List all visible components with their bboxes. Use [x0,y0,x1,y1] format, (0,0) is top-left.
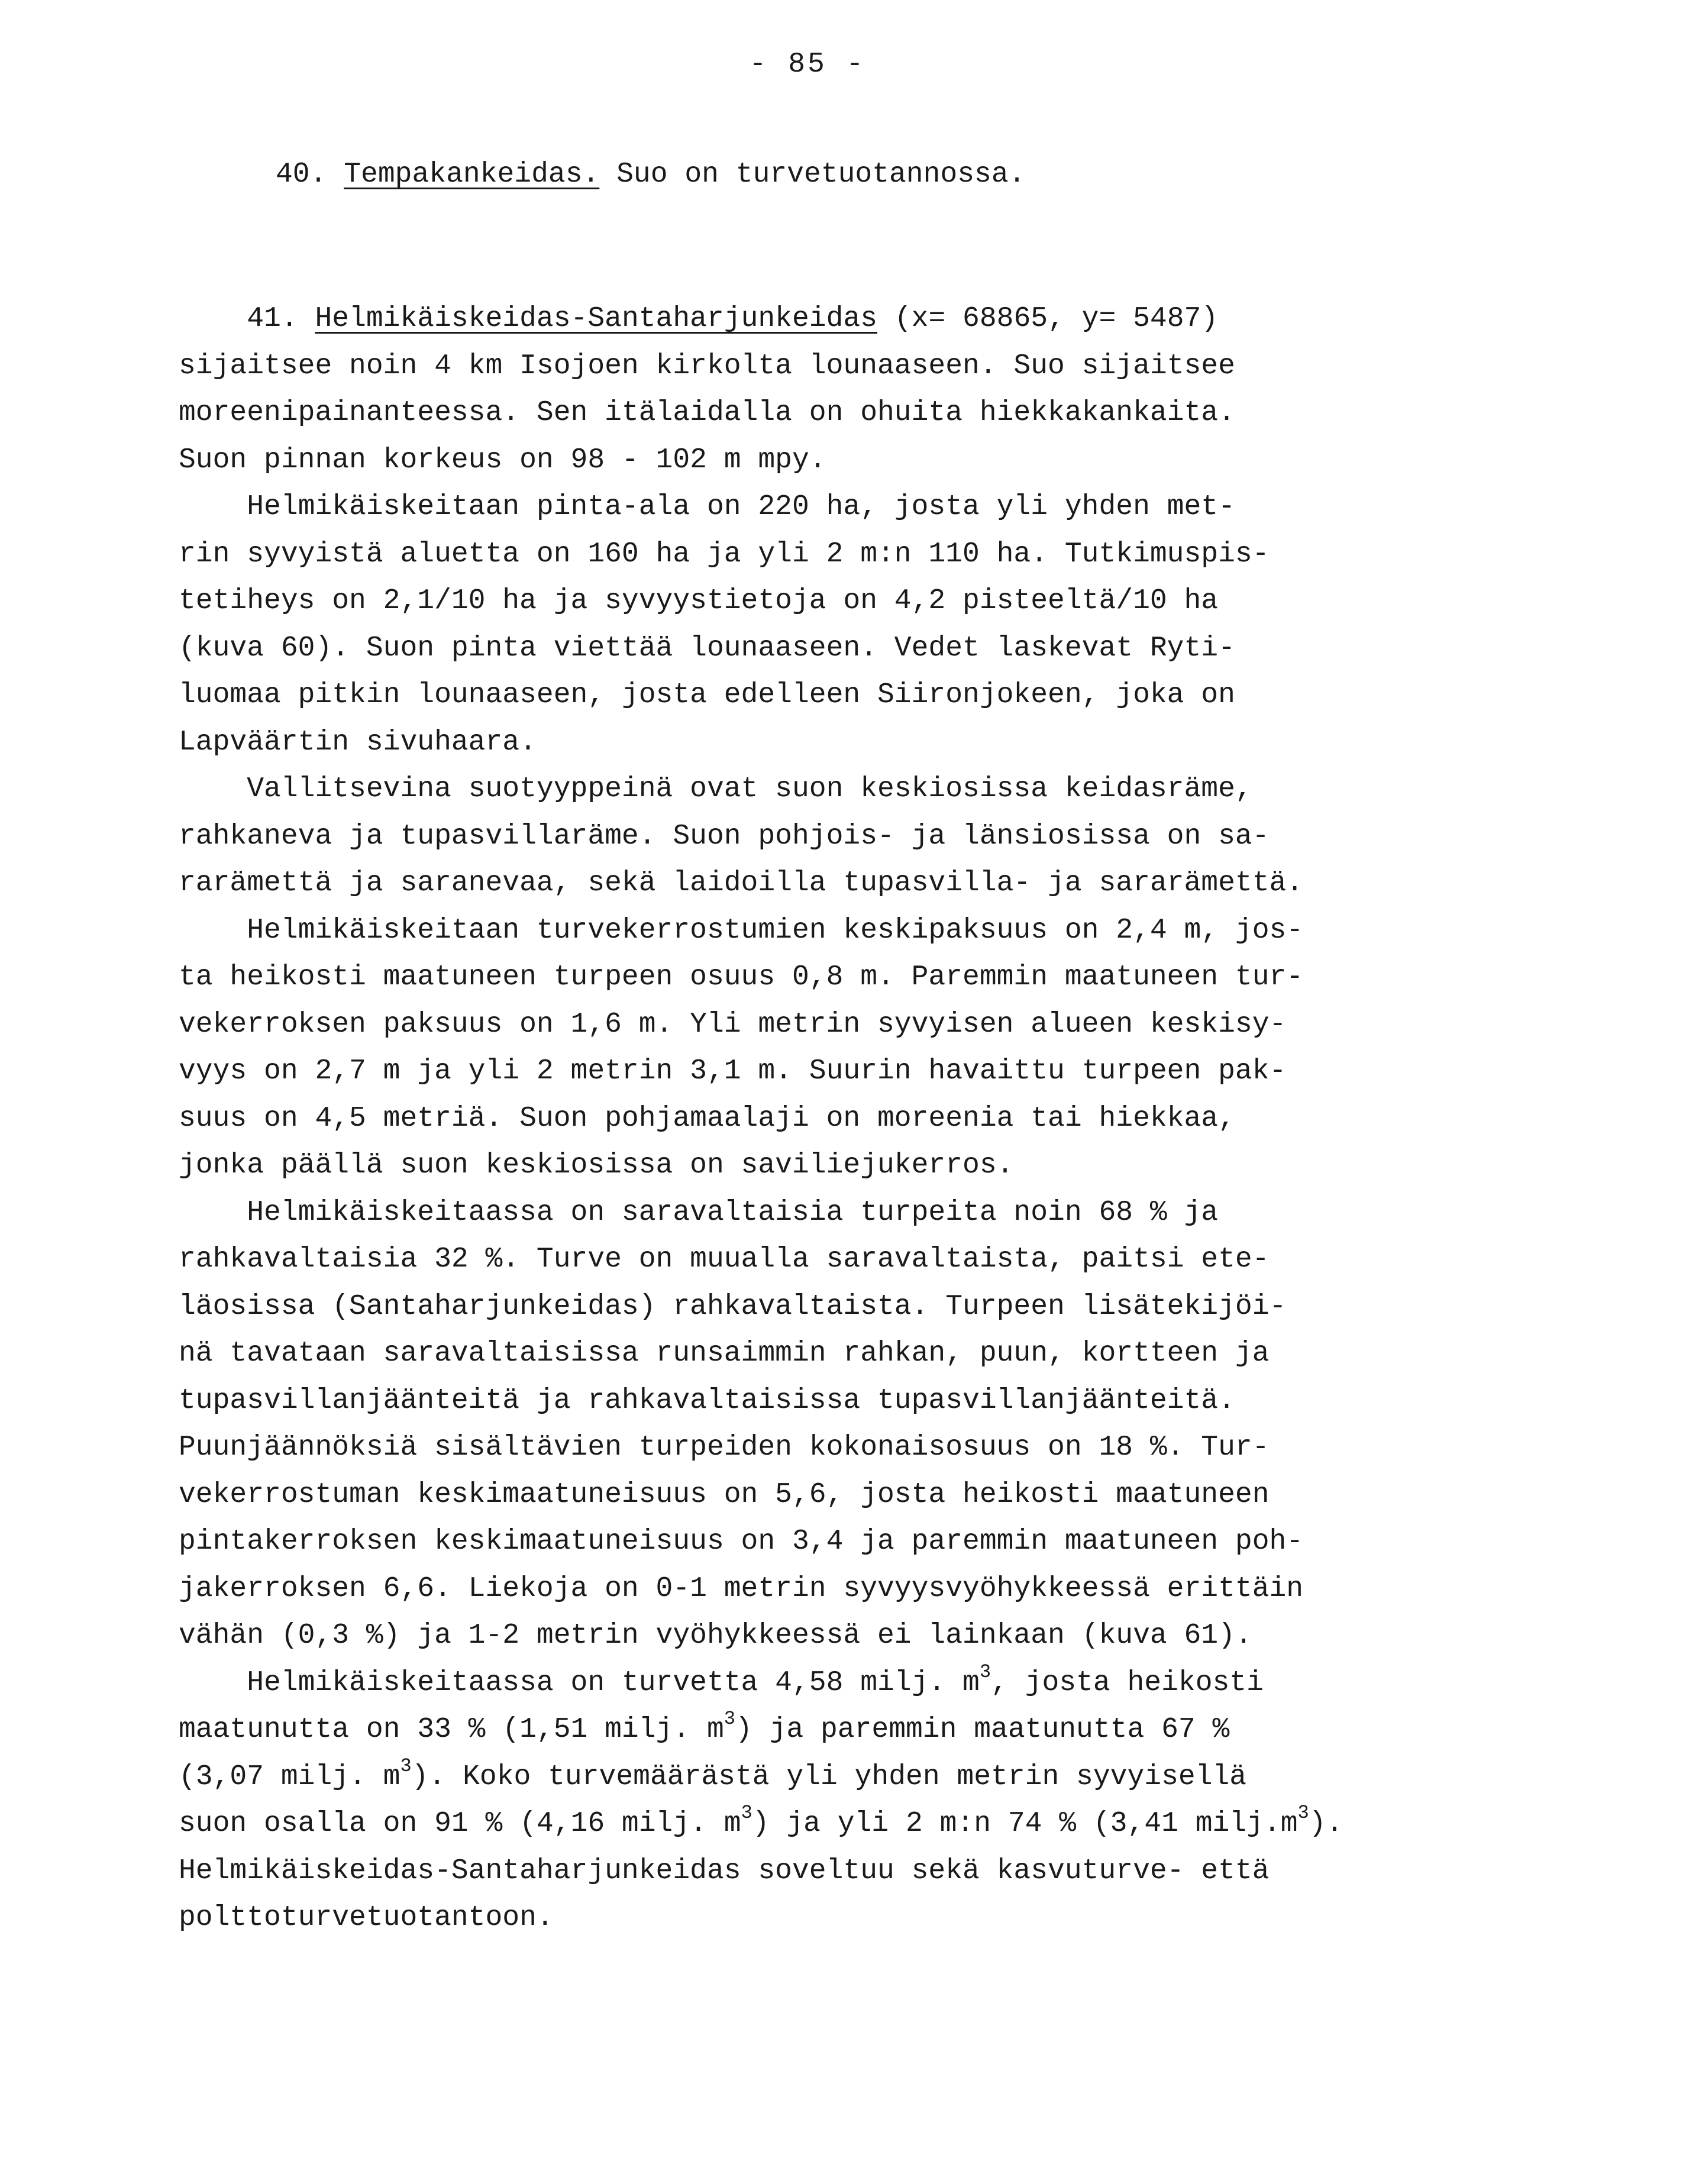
text-line: jakerroksen 6,6. Liekoja on 0-1 metrin syvyysvyöhykkeessä erittäin [179,1572,1304,1605]
volume-text: ) ja paremmin maatunutta 67 % [735,1714,1230,1746]
section-40-number: 40. [276,159,327,190]
text-line: Suon pinnan korkeus on 98 - 102 m mpy. [179,444,826,476]
text-line: luomaa pitkin lounaaseen, josta edelleen Siironjokeen, joka on [179,679,1235,711]
volume-line [179,1754,1343,1801]
section-40-text: Suo on turvetuotannossa. [616,159,1026,190]
section-40-heading [276,159,1025,190]
text-line: Helmikäiskeidas-Santaharjunkeidas soveltuu sekä kasvuturve- että [179,1855,1270,1887]
cubic-exponent: 3 [1297,1802,1309,1824]
text-line: nä tavataan saravaltaisissa runsaimmin rahkan, puun, kortteen ja [179,1337,1270,1369]
text-line: Helmikäiskeitaan turvekerrostumien keskipaksuus on 2,4 m, jos- [179,914,1304,946]
text-line: vähän (0,3 %) ja 1-2 metrin vyöhykkeessä ei lainkaan (kuva 61). [179,1620,1252,1652]
text-line: moreenipainanteessa. Sen itälaidalla on ohuita hiekkakankaita. [179,397,1235,429]
volume-text: , josta heikosti [991,1666,1264,1699]
cubic-exponent: 3 [741,1802,752,1824]
text-line: Helmikäiskeitaan pinta-ala on 220 ha, josta yli yhden met- [179,491,1235,523]
text-line: suus on 4,5 metriä. Suon pohjamaalaji on moreenia tai hiekkaa, [179,1102,1235,1135]
text-line: (kuva 60). Suon pinta viettää lounaaseen. Vedet laskevat Ryti- [179,632,1235,664]
text-line: rin syvyistä aluetta on 160 ha ja yli 2 m:n 110 ha. Tutkimuspis- [179,538,1270,570]
cubic-exponent: 3 [400,1755,412,1777]
section-41-number: 41. [247,303,298,335]
text-line: läosissa (Santaharjunkeidas) rahkavaltaista. Turpeen lisätekijöi- [179,1290,1287,1323]
text-line: tetiheys on 2,1/10 ha ja syvyystietoja on 4,2 pisteeltä/10 ha [179,585,1219,617]
text-line: vekerroksen paksuus on 1,6 m. Yli metrin syvyisen alueen keskisy- [179,1008,1287,1041]
section-41-heading [179,296,1343,343]
volume-line [179,1801,1343,1848]
cubic-exponent: 3 [724,1708,735,1730]
volume-text: ) ja yli 2 m:n 74 % (3,41 milj.m [752,1808,1298,1840]
text-line: Vallitsevina suotyyppeinä ovat suon keskiosissa keidasräme, [179,773,1252,805]
section-41-name: Helmikäiskeidas-Santaharjunkeidas [315,303,878,335]
volume-line [179,1660,1343,1707]
volume-text: suon osalla on 91 % (4,16 milj. m [179,1808,741,1840]
section-41-coords: (x= 68865, y= 5487) [894,303,1219,335]
volume-text: ). [1309,1808,1343,1840]
volume-text: (3,07 milj. m [179,1760,400,1793]
text-line: tupasvillanjäänteitä ja rahkavaltaisissa tupasvillanjäänteitä. [179,1384,1235,1417]
text-line: ta heikosti maatuneen turpeen osuus 0,8 m. Paremmin maatuneen tur- [179,961,1304,993]
text-line: rahkaneva ja tupasvillaräme. Suon pohjois- ja länsiosissa on sa- [179,820,1270,852]
section-40-name: Tempakankeidas. [344,159,600,190]
text-line: rarämettä ja saranevaa, sekä laidoilla tupasvilla- ja sararämettä. [179,867,1304,899]
cubic-exponent: 3 [979,1660,991,1683]
page-number: - 85 - [749,49,866,80]
volume-text: maatunutta on 33 % (1,51 milj. m [179,1714,724,1746]
text-line: vekerrostuman keskimaatuneisuus on 5,6, josta heikosti maatuneen [179,1478,1270,1511]
section-41-body [179,296,1343,1942]
text-line: vyys on 2,7 m ja yli 2 metrin 3,1 m. Suurin havaittu turpeen pak- [179,1055,1287,1087]
text-line: rahkavaltaisia 32 %. Turve on muualla saravaltaista, paitsi ete- [179,1243,1270,1275]
text-line: jonka päällä suon keskiosissa on saviliejukerros. [179,1149,1014,1181]
volume-line [179,1707,1343,1754]
text-line: polttoturvetuotantoon. [179,1902,554,1934]
text-line: Puunjäännöksiä sisältävien turpeiden kokonaisosuus on 18 %. Tur- [179,1432,1270,1463]
volume-text: ). Koko turvemäärästä yli yhden metrin syvyisellä [411,1760,1247,1793]
text-line: sijaitsee noin 4 km Isojoen kirkolta lounaaseen. Suo sijaitsee [179,350,1235,382]
volume-text: Helmikäiskeitaassa on turvetta 4,58 milj. m [179,1666,980,1699]
text-line: Helmikäiskeitaassa on saravaltaisia turpeita noin 68 % ja [179,1196,1219,1229]
text-line: Lapväärtin sivuhaara. [179,726,537,758]
text-line: pintakerroksen keskimaatuneisuus on 3,4 ja paremmin maatuneen poh- [179,1526,1304,1558]
